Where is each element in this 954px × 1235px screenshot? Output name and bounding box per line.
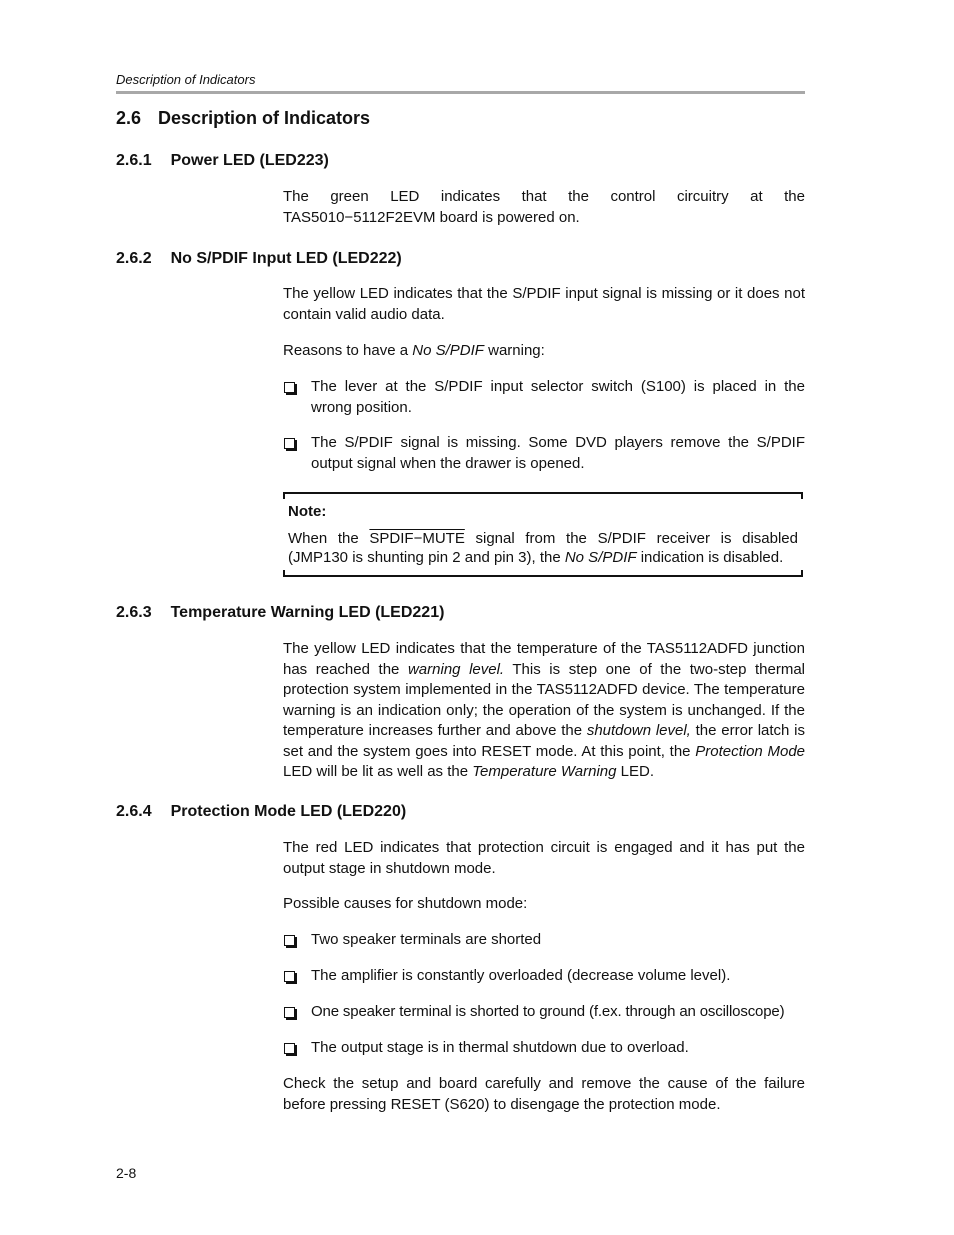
checkbox-bullet-icon: [284, 935, 295, 946]
subsection-heading-power-led: [116, 152, 329, 170]
subsection-number: 2.6.3: [116, 604, 152, 621]
subsection-number: 2.6.1: [116, 152, 152, 169]
causes-intro: Possible causes for shutdown mode:: [283, 895, 528, 912]
section-number: 2.6: [116, 108, 142, 128]
checkbox-bullet-icon: [284, 971, 295, 982]
subsection-title: Protection Mode LED (LED220): [170, 803, 407, 820]
subsection-title: Power LED (LED223): [170, 152, 329, 169]
checkbox-bullet-icon: [284, 438, 295, 449]
checkbox-bullet-icon: [284, 1007, 295, 1018]
note-box: [283, 492, 803, 577]
subsection-heading-temperature-led: [116, 604, 444, 622]
subsection-number: 2.6.2: [116, 250, 152, 267]
section-title: Description of Indicators: [158, 108, 371, 128]
note-text: When the SPDIF−MUTE signal from the S/PDIF receiver is disabled (JMP130 is shunting pin 2 and pin 3), the No S/PDIF indication is disabled.: [288, 530, 798, 566]
no-spdif-paragraph: The yellow LED indicates that the S/PDIF input signal is missing or it does not contain valid audio data.: [283, 285, 805, 323]
closing-paragraph: Check the setup and board carefully and remove the cause of the failure before pressing RESET (S620) to disengage the protection mode.: [283, 1075, 805, 1113]
no-spdif-term: No S/PDIF: [412, 342, 484, 359]
subsection-heading-protection-led: [116, 803, 406, 821]
checkbox-bullet-icon: [284, 1043, 295, 1054]
spdif-mute-signal: SPDIF−MUTE: [369, 530, 465, 547]
running-header: Description of Indicators: [116, 72, 256, 87]
section-heading: [116, 108, 370, 129]
note-top-rule: [283, 492, 803, 494]
subsection-title: No S/PDIF Input LED (LED222): [170, 250, 402, 267]
note-bottom-rule: [283, 575, 803, 577]
header-rule: [116, 91, 805, 94]
note-label: Note:: [288, 503, 327, 520]
subsection-title: Temperature Warning LED (LED221): [170, 604, 445, 621]
checkbox-bullet-icon: [284, 382, 295, 393]
subsection-number: 2.6.4: [116, 803, 152, 820]
temperature-paragraph: The yellow LED indicates that the temperature of the TAS5112ADFD junction has reached the warning level. This is step one of the two-step thermal protection system implemented in the TAS5112ADFD device. The temperature warning is an indication only; the operation of the system is unchanged. If the temperature increases further and above the shutdown level, the error latch is set and the system goes into RESET mode. At this point, the Protection Mode LED will be lit as well as the Temperature Warning LED.: [283, 640, 806, 780]
power-led-paragraph: The green LED indicates that the control circuitry at the TAS5010−5112F2EVM board is powered on.: [283, 188, 805, 226]
reasons-intro: Reasons to have a No S/PDIF warning:: [283, 342, 545, 359]
subsection-heading-no-spdif-led: [116, 250, 402, 268]
protection-paragraph: The red LED indicates that protection circuit is engaged and it has put the output stage in shutdown mode.: [283, 839, 805, 877]
page-number: 2-8: [116, 1165, 137, 1181]
